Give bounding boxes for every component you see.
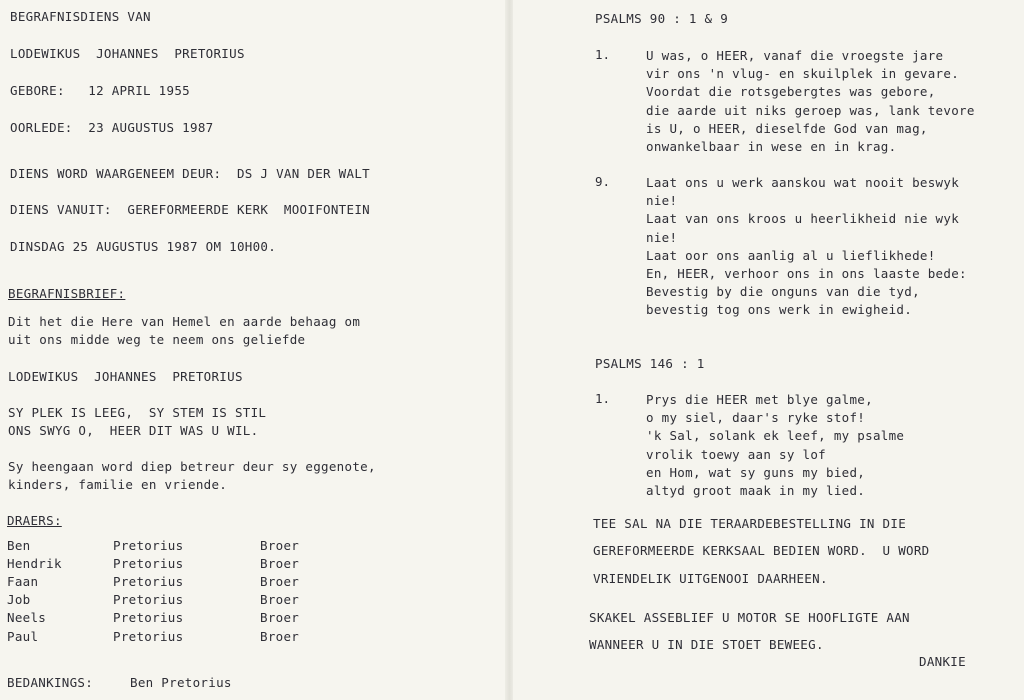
stanza-line: bevestig tog ons werk in ewigheid. bbox=[646, 302, 913, 318]
table-row bbox=[7, 554, 299, 572]
stanza-lines bbox=[646, 391, 904, 500]
bearer-first-name: Neels bbox=[7, 610, 47, 626]
thanks-signoff: DANKIE bbox=[919, 654, 966, 669]
mourned-line: Sy heengaan word diep betreur deur sy eggenote, bbox=[8, 459, 376, 474]
headlights-notice-line: SKAKEL ASSEBLIEF U MOTOR SE HOOFLIGTE AAN bbox=[589, 610, 910, 625]
bearer-relation: Broer bbox=[260, 610, 300, 626]
stanza-line: is U, o HEER, dieselfde God van mag, bbox=[646, 120, 928, 136]
psalm-heading: PSALMS 146 : 1 bbox=[595, 356, 705, 371]
thanks-name: Ben Pretorius bbox=[130, 675, 232, 690]
bearer-first-name: Hendrik bbox=[7, 555, 62, 571]
stanza-line: nie! bbox=[646, 193, 678, 209]
stanza-line: nie! bbox=[646, 229, 678, 245]
bearers-table bbox=[7, 536, 299, 645]
bearer-first-name: Ben bbox=[7, 537, 31, 553]
verse-line: SY PLEK IS LEEG, SY STEM IS STIL bbox=[8, 405, 267, 420]
table-row bbox=[7, 572, 299, 590]
letter-heading: BEGRAFNISBRIEF: bbox=[8, 286, 126, 301]
bearer-first-name: Faan bbox=[7, 573, 39, 589]
table-row bbox=[7, 627, 299, 645]
stanza-line: 'k Sal, solank ek leef, my psalme bbox=[646, 428, 905, 444]
stanza-line: Laat van ons kroos u heerlikheid nie wyk bbox=[646, 211, 960, 227]
stanza-line: Laat oor ons aanlig al u lieflikhede! bbox=[646, 247, 936, 263]
stanza-number: 1. bbox=[595, 391, 611, 406]
mourned-line: kinders, familie en vriende. bbox=[8, 477, 228, 492]
bearer-first-name: Job bbox=[7, 592, 31, 608]
bearer-relation: Broer bbox=[260, 573, 300, 589]
right-page bbox=[513, 0, 1024, 700]
thanks-label: BEDANKINGS: bbox=[7, 675, 94, 690]
stanza-line: onwankelbaar in wese en in krag. bbox=[646, 139, 897, 155]
stanza-line: die aarde uit niks geroep was, lank tevore bbox=[646, 102, 975, 118]
stanza-number: 1. bbox=[595, 47, 611, 62]
tea-notice-line: TEE SAL NA DIE TERAARDEBESTELLING IN DIE bbox=[593, 516, 907, 531]
tea-notice-line: GEREFORMEERDE KERKSAAL BEDIEN WORD. U WORD bbox=[593, 543, 930, 558]
bearer-relation: Broer bbox=[260, 537, 300, 553]
bearer-surname: Pretorius bbox=[113, 610, 184, 626]
service-venue: DIENS VANUIT: GEREFORMEERDE KERK MOOIFONTEIN bbox=[10, 202, 370, 217]
left-page bbox=[0, 0, 507, 700]
bearer-relation: Broer bbox=[260, 628, 300, 644]
stanza-line: en Hom, wat sy guns my bied, bbox=[646, 464, 866, 480]
stanza-line: Bevestig by die onguns van die tyd, bbox=[646, 284, 920, 300]
program-title: BEGRAFNISDIENS VAN bbox=[10, 9, 151, 24]
stanza-line: vir ons 'n vlug- en skuilplek in gevare. bbox=[646, 66, 960, 82]
letter-name: LODEWIKUS JOHANNES PRETORIUS bbox=[8, 369, 243, 384]
stanza-line: En, HEER, verhoor ons in ons laaste bede: bbox=[646, 266, 967, 282]
table-row bbox=[7, 536, 299, 554]
bearer-surname: Pretorius bbox=[113, 537, 184, 553]
stanza-number: 9. bbox=[595, 174, 611, 189]
birth-date: GEBORE: 12 APRIL 1955 bbox=[10, 83, 190, 98]
bearer-first-name: Paul bbox=[7, 628, 39, 644]
stanza-lines bbox=[646, 174, 967, 320]
bearer-surname: Pretorius bbox=[113, 592, 184, 608]
letter-line: uit ons midde weg te neem ons geliefde bbox=[8, 332, 306, 347]
stanza-line: altyd groot maak in my lied. bbox=[646, 483, 866, 499]
bearer-surname: Pretorius bbox=[113, 628, 184, 644]
bearer-relation: Broer bbox=[260, 555, 300, 571]
headlights-notice-line: WANNEER U IN DIE STOET BEWEEG. bbox=[589, 637, 824, 652]
bearers-heading: DRAERS: bbox=[7, 513, 62, 528]
bearer-surname: Pretorius bbox=[113, 573, 184, 589]
bearer-surname: Pretorius bbox=[113, 555, 184, 571]
table-row bbox=[7, 609, 299, 627]
death-date: OORLEDE: 23 AUGUSTUS 1987 bbox=[10, 120, 214, 135]
verse-line: ONS SWYG O, HEER DIT WAS U WIL. bbox=[8, 423, 259, 438]
table-row bbox=[7, 591, 299, 609]
tea-notice-line: VRIENDELIK UITGENOOI DAARHEEN. bbox=[593, 571, 828, 586]
officiant: DIENS WORD WAARGENEEM DEUR: DS J VAN DER WALT bbox=[10, 166, 370, 181]
bearer-relation: Broer bbox=[260, 592, 300, 608]
stanza-line: Laat ons u werk aanskou wat nooit beswyk bbox=[646, 175, 960, 190]
stanza-line: Voordat die rotsgebergtes was gebore, bbox=[646, 84, 936, 100]
stanza-line: o my siel, daar's ryke stof! bbox=[646, 410, 866, 426]
stanza-lines bbox=[646, 47, 975, 156]
psalm-heading: PSALMS 90 : 1 & 9 bbox=[595, 11, 729, 26]
stanza-line: Prys die HEER met blye galme, bbox=[646, 392, 873, 407]
service-datetime: DINSDAG 25 AUGUSTUS 1987 OM 10H00. bbox=[10, 239, 277, 254]
stanza-line: U was, o HEER, vanaf die vroegste jare bbox=[646, 48, 944, 63]
stanza-line: vrolik toewy aan sy lof bbox=[646, 446, 826, 462]
deceased-name: LODEWIKUS JOHANNES PRETORIUS bbox=[10, 46, 245, 61]
letter-line: Dit het die Here van Hemel en aarde behaag om bbox=[8, 314, 361, 329]
